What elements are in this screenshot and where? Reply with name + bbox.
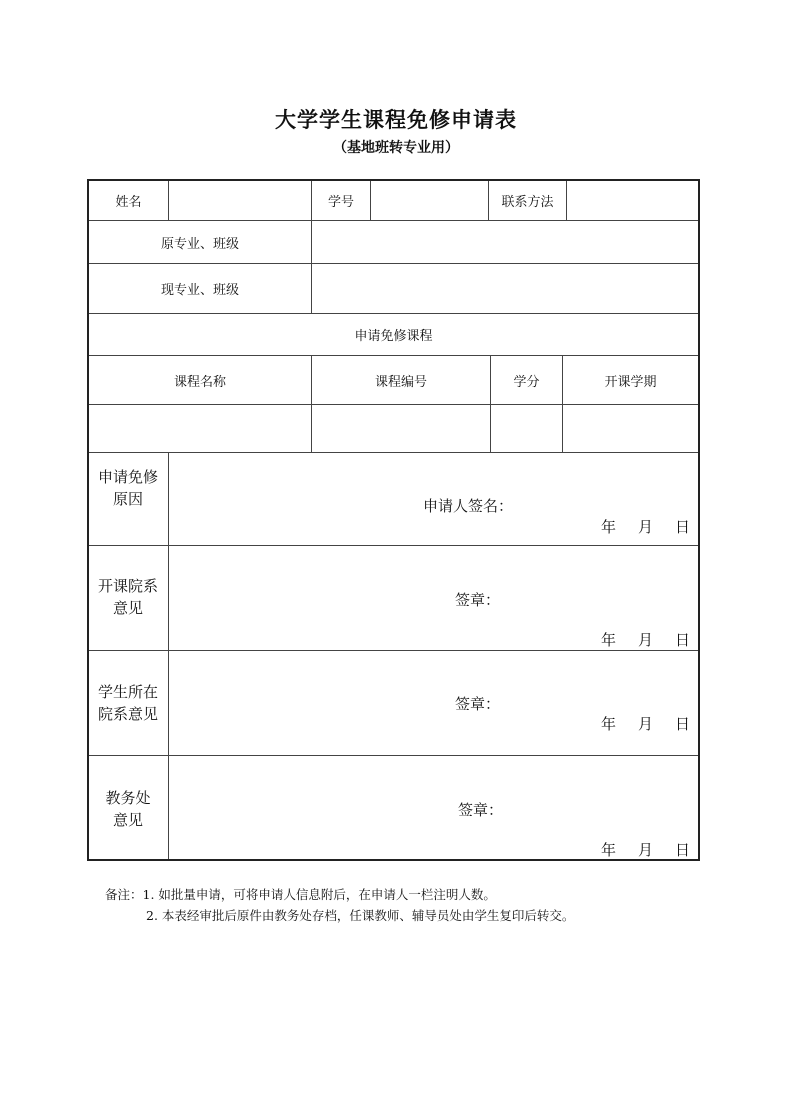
student-dept-label-line1: 学生所在 [97, 683, 158, 701]
original-major-label: 原专业、班级 [160, 236, 239, 252]
academic-affairs-date [601, 839, 690, 860]
student-dept-label [89, 681, 167, 725]
date-year: 年 [600, 631, 616, 649]
date-day: 日 [674, 715, 690, 733]
academic-affairs-label-line2: 意见 [112, 811, 143, 829]
course-name-header: 课程名称 [173, 374, 226, 390]
contact-field[interactable] [567, 181, 698, 220]
original-major-field[interactable] [312, 221, 698, 263]
form-title: 大学学生课程免修申请表 [275, 108, 517, 132]
contact-label: 联系方法 [501, 195, 554, 210]
current-major-label: 现专业、班级 [160, 283, 239, 298]
student-dept-opinion-field[interactable] [169, 651, 698, 755]
note-line-2: 2. 本表经审批后原件由教务处存档，任课教师、辅导员处由学生复印后转交。 [146, 908, 575, 923]
date-day: 日 [674, 518, 690, 536]
student-id-field[interactable] [371, 181, 488, 220]
form-subtitle: （基地班转专业用） [333, 140, 459, 156]
academic-affairs-stamp-label: 签章： [458, 801, 504, 819]
student-dept-stamp-label: 签章： [455, 695, 501, 713]
date-month: 月 [637, 518, 653, 536]
application-form-table [87, 179, 700, 861]
date-month: 月 [637, 631, 653, 649]
date-day: 日 [674, 631, 690, 649]
form-notes [105, 884, 574, 926]
course-name-field[interactable] [89, 405, 311, 452]
note-line-1: 备注：1. 如批量申请，可将申请人信息附后，在申请人一栏注明人数。 [105, 887, 496, 902]
course-code-field[interactable] [312, 405, 490, 452]
date-month: 月 [637, 841, 653, 859]
exempt-course-header: 申请免修课程 [354, 329, 433, 344]
semester-field[interactable] [563, 405, 698, 452]
applicant-signature-label: 申请人签名： [423, 497, 514, 515]
credits-field[interactable] [491, 405, 562, 452]
date-year: 年 [600, 715, 616, 733]
student-dept-date [601, 713, 690, 734]
current-major-field[interactable] [312, 264, 698, 313]
date-month: 月 [637, 715, 653, 733]
date-day: 日 [674, 841, 690, 859]
offering-dept-label [89, 575, 167, 619]
name-label: 姓名 [115, 195, 142, 210]
date-year: 年 [600, 841, 616, 859]
academic-affairs-label [89, 787, 167, 831]
semester-header: 开课学期 [604, 374, 657, 390]
student-id-label: 学号 [327, 195, 354, 210]
student-dept-label-line2: 院系意见 [97, 705, 158, 723]
reason-label-line2: 原因 [112, 490, 143, 508]
reason-date [601, 516, 690, 537]
date-year: 年 [600, 518, 616, 536]
academic-affairs-label-line1: 教务处 [105, 789, 151, 807]
reason-label [89, 466, 167, 510]
offering-dept-date [601, 629, 690, 650]
credits-header: 学分 [513, 374, 540, 390]
reason-label-line1: 申请免修 [97, 468, 158, 486]
offering-dept-label-line1: 开课院系 [97, 577, 158, 595]
offering-dept-label-line2: 意见 [112, 599, 143, 617]
offering-dept-stamp-label: 签章： [455, 591, 501, 609]
course-code-header: 课程编号 [374, 374, 427, 390]
name-field[interactable] [169, 181, 311, 220]
